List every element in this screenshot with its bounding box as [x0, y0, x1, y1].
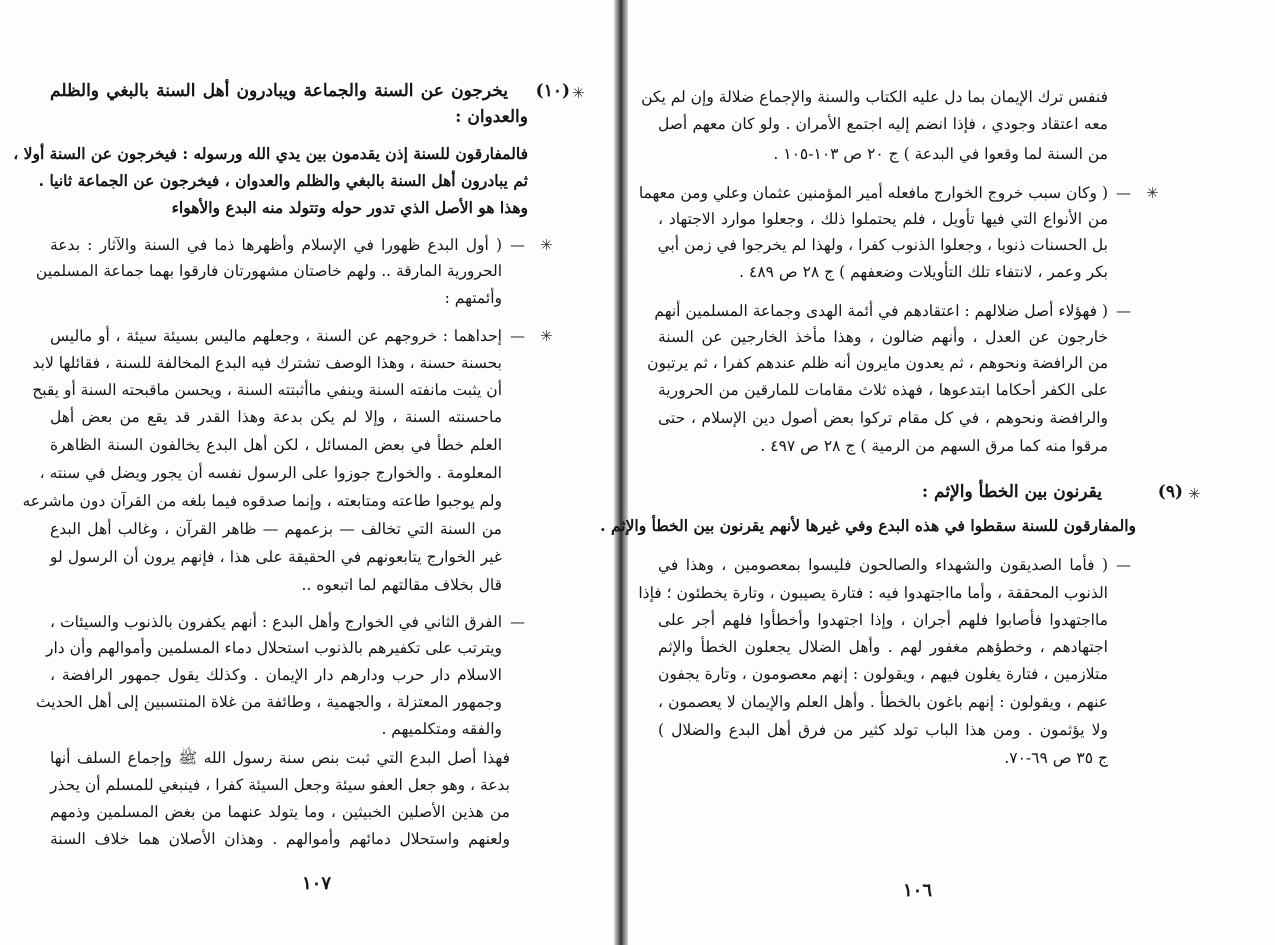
text-line: متلازمين ، فتارة يغلون فيهم ، ويقولون : إنهم معصومون ، وتارة يجفون [658, 665, 1108, 683]
text-line: الحرورية المارقة .. ولهم خاصتان مشهورتان فارقوا بهما جماعة المسلمين [35, 262, 502, 280]
text-line: ( فهؤلاء أصل ضلالهم : اعتقادهم في أئمة الهدى وجماعة المسلمين أنهم [654, 302, 1108, 320]
star-marker: ✳ [572, 84, 585, 102]
section-number: (٩) [1157, 482, 1183, 502]
text-line: من السنة لما وقعوا في البدعة ) ج ٢٠ ص ١٠٣-١٠٥ . [773, 145, 1108, 163]
text-line: بدعة ، وهو جعل العفو سيئة وجعل السيئة كفرا ، فينبغي للمسلم أن يحذر [50, 776, 510, 794]
text-line: على الكفر أحكاما ابتدعوها ، فهذه ثلاث مقامات للمارقين من الحرورية [658, 381, 1108, 399]
dash-marker: — [1116, 184, 1131, 202]
text-line: ( وكان سبب خروج الخوارج مافعله أمير المؤمنين عثمان وعلي ومن معهما [638, 184, 1108, 202]
text-line: ولم يوجبوا طاعته ومتابعته ، وإنما صدقوه فيما بلغه من القرآن دون ماشرعه [22, 492, 502, 510]
dash-marker: — [1116, 302, 1131, 320]
text-line: من الأنواع التي فيها تأويل ، فلم يحتملوا ذلك ، وجعلوا موارد الاجتهاد ، [658, 210, 1108, 228]
text-line: وجمهور المعتزلة ، والجهمية ، وطائفة من غلاة المنتسبين إلى أهل الحديث [36, 693, 502, 711]
section-summary: والمفارقون للسنة سقطوا في هذه البدع وفي غيرها لأنهم يقرنون بين الخطأ والإثم . [600, 516, 1136, 535]
section-heading: يقرنون بين الخطأ والإثم : [921, 482, 1102, 502]
text-line: المعلومة . والخوارج جوزوا على الرسول نفسه أن يجور ويضل في سنته ، [39, 464, 502, 482]
page-number: ١٠٦ [903, 880, 933, 901]
text-line: إحداهما : خروجهم عن السنة ، وجعلهم ماليس بسيئة سيئة ، أو ماليس [50, 327, 502, 345]
section-summary: وهذا هو الأصل الذي تدور حوله وتتولد منه البدع والأهواء [171, 198, 528, 217]
dash-marker: — [510, 327, 525, 345]
text-line: ماحسنته السنة ، وإلا لم يكن بدعة وهذا القدر قد يقع من بعض أهل [50, 408, 502, 426]
dash-marker: — [510, 236, 525, 254]
star-marker: ✳ [1188, 485, 1201, 503]
text-line: الذنوب المحققة ، وأما مااجتهدوا فيه : فتارة يصيبون ، وتارة يخطئون ؛ فإذا [638, 584, 1108, 602]
page-number: ١٠٧ [302, 873, 332, 894]
text-line: من السنة التي تخالف — بزعمهم — ظاهر القرآن ، وغالب أهل البدع [50, 520, 502, 538]
text-line: فهذا أصل البدع التي ثبت بنص سنة رسول الله ﷺ وإجماع السلف أنها [50, 749, 510, 767]
star-marker: ✳ [540, 327, 553, 345]
section-summary: فالمفارقون للسنة إذن يقدمون بين يدي الله ورسوله : فيخرجون عن السنة أولا ، [13, 144, 528, 163]
star-marker: ✳ [1146, 184, 1159, 202]
text-line: أن يثبت مانفته السنة وينفي ماأثبتته السنة ، ويحسن ماقبحته السنة أو يقبح [32, 381, 502, 399]
text-line: خارجون عن العدل ، وأنهم ضالون ، وهذا مأخذ الخارجين عن السنة [658, 328, 1108, 346]
text-line: اجتهادهم ، وخطؤهم مغفور لهم . وأهل الضلال يجعلون الخطأ والإثم [658, 638, 1108, 656]
section-number: (١٠) [535, 81, 570, 101]
text-line: الاسلام دار حرب ودارهم دار الإيمان . وكذلك يقول جمهور الرافضة ، [50, 666, 502, 684]
star-marker: ✳ [540, 236, 553, 254]
text-line: ولا يؤثمون . ومن هذا الباب تولد كثير من فرق أهل البدع والضلال ) [658, 721, 1108, 739]
dash-marker: — [510, 613, 525, 631]
text-line: بحسنة حسنة ، وهذا الوصف تشترك فيه البدع المخالفة للسنة ، فقائلها لابد [32, 354, 502, 372]
section-heading: يخرجون عن السنة والجماعة ويبادرون أهل السنة بالبغي والظلم [50, 81, 508, 101]
text-line: الفرق الثاني في الخوارج وأهل البدع : أنهم يكفرون بالذنوب والسيئات ، [50, 613, 502, 631]
text-line: معه اعتقاد وجودي ، فإذا انضم إليه اجتمع الأمران . ولو كان معهم أصل [658, 115, 1108, 133]
dash-marker: — [1116, 556, 1131, 574]
text-line: مااجتهدوا فأصابوا فلهم أجران ، وإذا اجتهدوا وأخطأوا فلهم أجر على [658, 611, 1108, 629]
text-line: من الرافضة ونحوهم ، ثم يعدون مايرون أنه ظلم عندهم كفرا ، ثم يرتبون [647, 354, 1108, 372]
section-heading: والعدوان : [455, 107, 528, 127]
text-line: والرافضة ونحوهم ، في كل مقام تركوا بعض أصول دين الإسلام ، حتى [658, 409, 1108, 427]
text-line: ج ٣٥ ص ٦٩-٧٠. [1004, 749, 1108, 767]
text-line: بكر وعمر ، لانتفاء تلك التأويلات وضعفهم ) ج ٢٨ ص ٤٨٩ . [739, 263, 1108, 281]
text-line: ( فأما الصديقون والشهداء والصالحون فليسوا بمعصومين ، وهذا في [658, 556, 1108, 574]
section-summary: ثم يبادرون أهل السنة بالبغي والظلم والعدوان ، فيخرجون عن الجماعة ثانيا . [38, 171, 528, 190]
text-line: والفقه ومتكلميهم . [381, 720, 502, 738]
book-spine [614, 0, 628, 945]
text-line: قال بخلاف مقالتهم لما اتبعوه .. [301, 576, 502, 594]
left-page [0, 0, 614, 945]
text-line: مرقوا منه كما مرق السهم من الرمية ) ج ٢٨ ص ٤٩٧ . [760, 437, 1108, 455]
right-page [600, 0, 1275, 945]
text-line: فنفس ترك الإيمان بما دل عليه الكتاب والسنة والإجماع ضلالة وإن لم يكن [641, 88, 1108, 106]
text-line: ولعنهم واستحلال دمائهم وأموالهم . وهذان الأصلان هما خلاف السنة [50, 830, 510, 848]
text-line: غير الخوارج يتابعونهم في الحقيقة على هذا ، فإنهم يرون أن الرسول لو [50, 548, 502, 566]
text-line: ويترتب على تكفيرهم بالذنوب استحلال دماء المسلمين وأموالهم وأن دار [46, 639, 502, 657]
text-line: بل الحسنات ذنوبا ، وجعلوا الذنوب كفرا ، ولهذا لم يخرجوا في زمن أبي [657, 236, 1108, 254]
text-line: وأئمتهم : [444, 289, 502, 307]
text-line: من هذين الأصلين الخبيثين ، وما يتولد عنهما من بغض المسلمين وذمهم [50, 803, 510, 821]
text-line: ( أول البدع ظهورا في الإسلام وأظهرها ذما في السنة والآثار : بدعة [50, 236, 502, 254]
text-line: العلم خطأ في بعض المسائل ، لكن أهل البدع يخالفون السنة الظاهرة [50, 436, 502, 454]
text-line: عنهم ، ويقولون : إنهم باغون بالخطأ . وأهل العلم والإيمان لا يعصمون ، [658, 693, 1108, 711]
